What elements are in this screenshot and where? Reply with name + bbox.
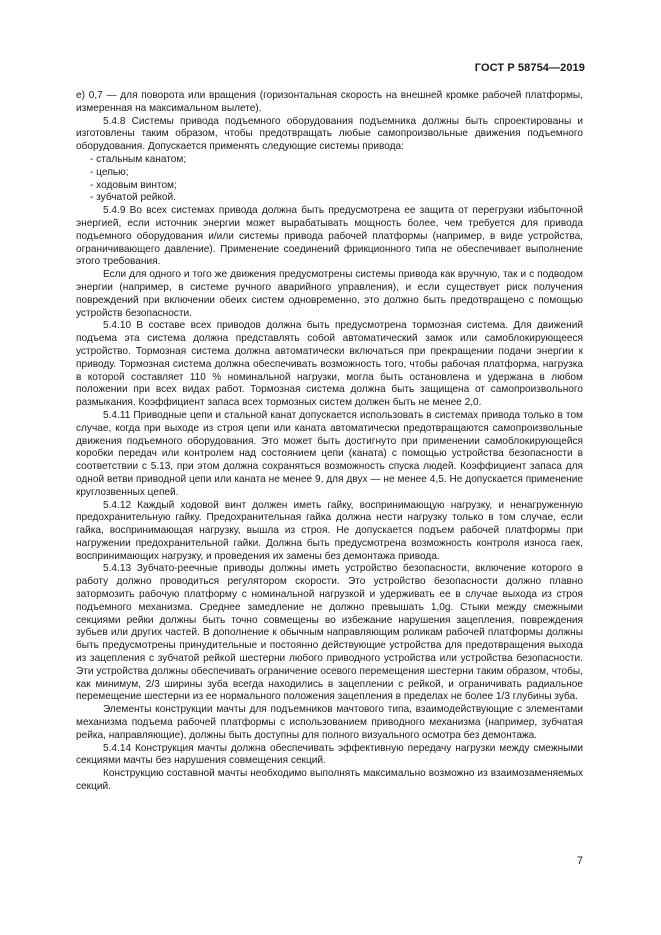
paragraph-manual-drive: Если для одного и того же движения предусмотрены системы привода как вручную, так и с подводом энергии (например, в системе ручного аварийного управления), и если существует риск получения повреждений при включении обеих систем одновременно, это должно быть предотвращено с помощью устройств безопасности. <box>76 269 583 319</box>
paragraph-5-4-9: 5.4.9 Во всех системах привода должна быть предусмотрена ее защита от перегрузки избыточной энергией, если источник энергии может вырабатывать мощность более, чем требуется для привода подъемного оборудования и/или системы привода рабочей платформы (например, в виде устройства, ограничивающего давление). Применение соединений фрикционного типа не обеспечивает выполнение этого требования. <box>76 205 583 268</box>
list-item: - зубчатой рейкой. <box>90 192 176 204</box>
standard-code-header: ГОСТ Р 58754—2019 <box>474 62 585 74</box>
paragraph-5-4-12: 5.4.12 Каждый ходовой винт должен иметь гайку, воспринимающую нагрузку, и ненагруженную предохранительную гайку. Предохранительная гайка должна нести нагрузку только в том случае, если гайка, воспринимающая нагрузку, вышла из строя. Не допускается подъем рабочей платформы при нагружении предохранительной гайки. Должна быть предусмотрена возможность контроля износа гаек, воспринимающих нагрузку, и проведения их замены без демонтажа привода. <box>76 499 583 562</box>
list-item: - цепью; <box>90 166 129 178</box>
paragraph-item-e: е) 0,7 — для поворота или вращения (горизонтальная скорость на внешней кромке рабочей платформы, измеренная на максимальном вылете). <box>76 90 583 114</box>
page-number: 7 <box>576 855 583 867</box>
paragraph-5-4-13: 5.4.13 Зубчато-реечные приводы должны иметь устройство безопасности, включение которого в работу должно проводиться регулятором скорости. Это устройство безопасности должно плавно затормозить рабочую платформу с номинальной нагрузкой и удерживать ее в случае выхода из строя подъемного механизма. Среднее замедление не должно превышать 1,0g. Стыки между смежными секциями рейки должны быть точно совмещены во избежание нарушения зацепления, повреждения зубьев или других частей. В дополнение к обычным направляющим роликам рабочей платформы должны быть предусмотрены принудительные и постоянно действующие устройства для предотвращения выхода из зацепления с зубчатой рейкой шестерни любого приводного устройства или устройства безопасности. Эти устройства должны обеспечивать ограничение осевого перемещения шестерни таким образом, чтобы, как минимум, 2/3 ширины зуба всегда находились в зацеплении с рейкой, и ограничивать радиальное перемещение шестерни из ее нормального положения зацепления в пределах не более 1/3 глубины зуба. <box>76 563 583 703</box>
list-item: - ходовым винтом; <box>90 179 177 191</box>
paragraph-5-4-14: 5.4.14 Конструкция мачты должна обеспечивать эффективную передачу нагрузки между смежными секциями мачты без нарушения совмещения секций. <box>76 742 583 767</box>
paragraph-5-4-8: 5.4.8 Системы привода подъемного оборудования подъемника должны быть спроектированы и изготовлены таким образом, чтобы предотвращать любые самопроизвольные движения подъемного оборудования. Допускается применять следующие системы привода: <box>76 115 583 153</box>
document-body <box>76 90 583 794</box>
paragraph-composite-mast: Конструкцию составной мачты необходимо выполнять максимально возможно из взаимозаменяемых секций. <box>76 768 583 793</box>
list-item: - стальным канатом; <box>90 153 187 165</box>
paragraph-mast-elements: Элементы конструкции мачты для подъемников мачтового типа, взаимодействующие с элементами механизма подъема рабочей платформы с использованием приводного механизма (например, зубчатая рейка, направляющие), должны быть доступны для полного визуального осмотра без демонтажа. <box>76 704 583 741</box>
paragraph-5-4-11: 5.4.11 Приводные цепи и стальной канат допускается использовать в системах привода только в том случае, когда при выходе из строя цепи или каната автоматически предотвращаются самопроизвольные движения подъемного оборудования. Это может быть достигнуто при применении самоблокирующейся коробки передач или контролем над состоянием цепи (каната) с помощью устройства безопасности в соответствии с 5.13, при этом должна сохраняться возможность спуска людей. Коэффициент запаса для одной ветви приводной цепи или каната не менее 9, для двух — не менее 4,5. Не допускается применение круглозвенных цепей. <box>76 409 583 498</box>
paragraph-5-4-10: 5.4.10 В составе всех приводов должна быть предусмотрена тормозная система. Для движений подъема эта система должна представлять собой автоматический замок или самоблокирующееся устройство. Тормозная система должна автоматически включаться при прекращении подачи энергии к приводу. Тормозная система должна обеспечивать возможность того, чтобы рабочая платформа, нагрузка в которой составляет 110 % номинальной нагрузки, могла быть остановлена и удержана в любом положении при всех видах работ. Тормозная система должна быть защищена от самопроизвольного размыкания. Коэффициент запаса всех тормозных систем должен быть не менее 2,0. <box>76 320 583 409</box>
